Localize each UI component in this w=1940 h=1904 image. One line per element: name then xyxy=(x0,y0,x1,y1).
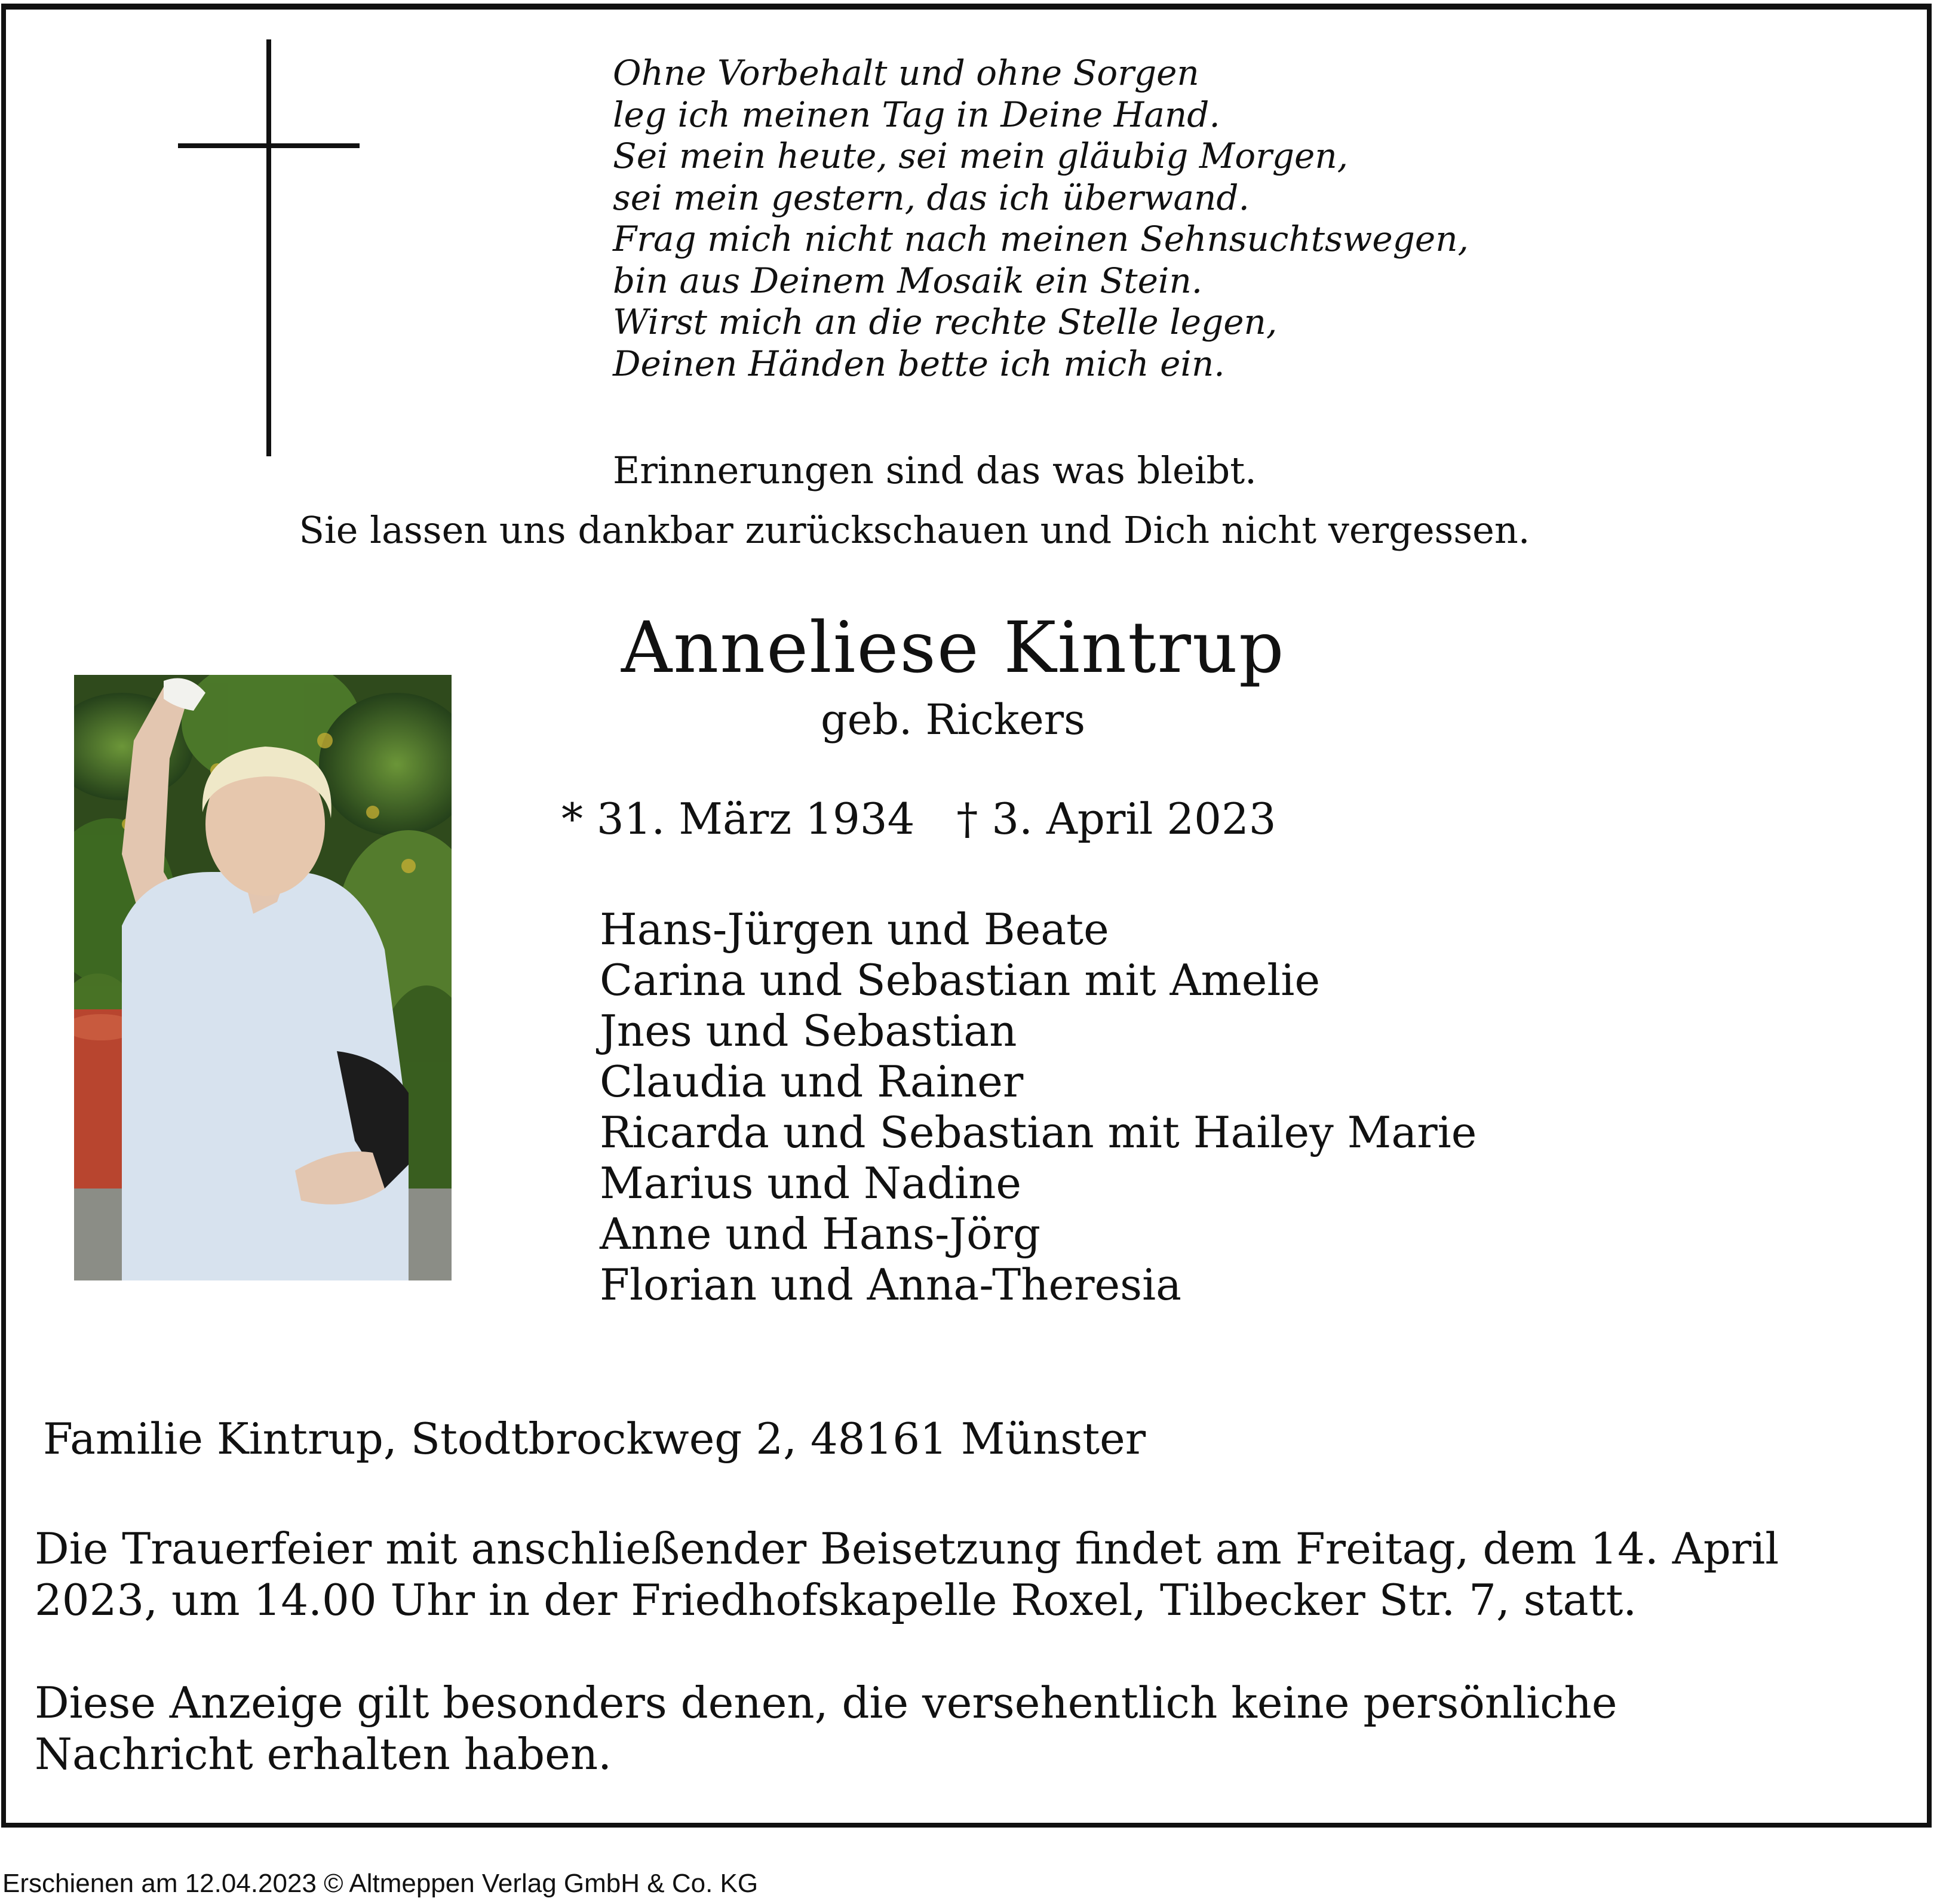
notice-text xyxy=(35,1677,1910,1780)
portrait-photo-image xyxy=(74,675,452,1280)
family-member: Claudia und Rainer xyxy=(600,1057,1024,1107)
cross-horizontal-bar xyxy=(178,143,360,148)
portrait-photo xyxy=(74,675,452,1280)
poem-line: Wirst mich an die rechte Stelle legen, xyxy=(613,302,1278,342)
family-member: Carina und Sebastian mit Amelie xyxy=(600,955,1321,1005)
service-line: Die Trauerfeier mit anschließender Beisetzung findet am Freitag, dem 14. April xyxy=(35,1524,1779,1574)
poem xyxy=(613,53,1628,385)
family-member: Marius und Nadine xyxy=(600,1158,1022,1208)
poem-line: Deinen Händen bette ich mich ein. xyxy=(613,343,1225,384)
poem-line: Ohne Vorbehalt und ohne Sorgen xyxy=(613,53,1199,93)
family-member: Florian und Anna-Theresia xyxy=(600,1260,1182,1310)
maiden-name: geb. Rickers xyxy=(821,695,1086,744)
funeral-service-info xyxy=(35,1523,1910,1626)
death-date: † 3. April 2023 xyxy=(956,794,1276,844)
birth-date: * 31. März 1934 xyxy=(561,794,915,844)
family-member: Hans-Jürgen und Beate xyxy=(600,904,1109,954)
cross-vertical-bar xyxy=(266,39,271,456)
memory-line-1: Erinnerungen sind das was bleibt. xyxy=(613,449,1257,492)
deceased-name: Anneliese Kintrup xyxy=(621,606,1285,689)
poem-line: bin aus Deinem Mosaik ein Stein. xyxy=(613,260,1203,301)
notice-line: Nachricht erhalten haben. xyxy=(35,1729,612,1779)
family-member: Anne und Hans-Jörg xyxy=(600,1209,1041,1259)
poem-line: sei mein gestern, das ich überwand. xyxy=(613,177,1250,218)
notice-line: Diese Anzeige gilt besonders denen, die versehentlich keine persönliche xyxy=(35,1678,1617,1728)
family-member: Jnes und Sebastian xyxy=(600,1006,1017,1056)
family-list xyxy=(600,904,1477,1310)
memory-line-2: Sie lassen uns dankbar zurückschauen und Dich nicht vergessen. xyxy=(299,508,1530,552)
service-line: 2023, um 14.00 Uhr in der Friedhofskapelle Roxel, Tilbecker Str. 7, statt. xyxy=(35,1575,1637,1625)
family-member: Ricarda und Sebastian mit Hailey Marie xyxy=(600,1107,1477,1157)
poem-line: Sei mein heute, sei mein gläubig Morgen, xyxy=(613,136,1349,176)
poem-line: Frag mich nicht nach meinen Sehnsuchtswegen, xyxy=(613,219,1469,259)
life-dates xyxy=(561,792,1276,846)
publication-footer: Erschienen am 12.04.2023 © Altmeppen Verlag GmbH & Co. KG xyxy=(2,1869,759,1898)
memory-line-2-row xyxy=(0,506,1940,554)
family-address: Familie Kintrup, Stodtbrockweg 2, 48161 Münster xyxy=(43,1414,1146,1464)
poem-line: leg ich meinen Tag in Deine Hand. xyxy=(613,94,1220,135)
